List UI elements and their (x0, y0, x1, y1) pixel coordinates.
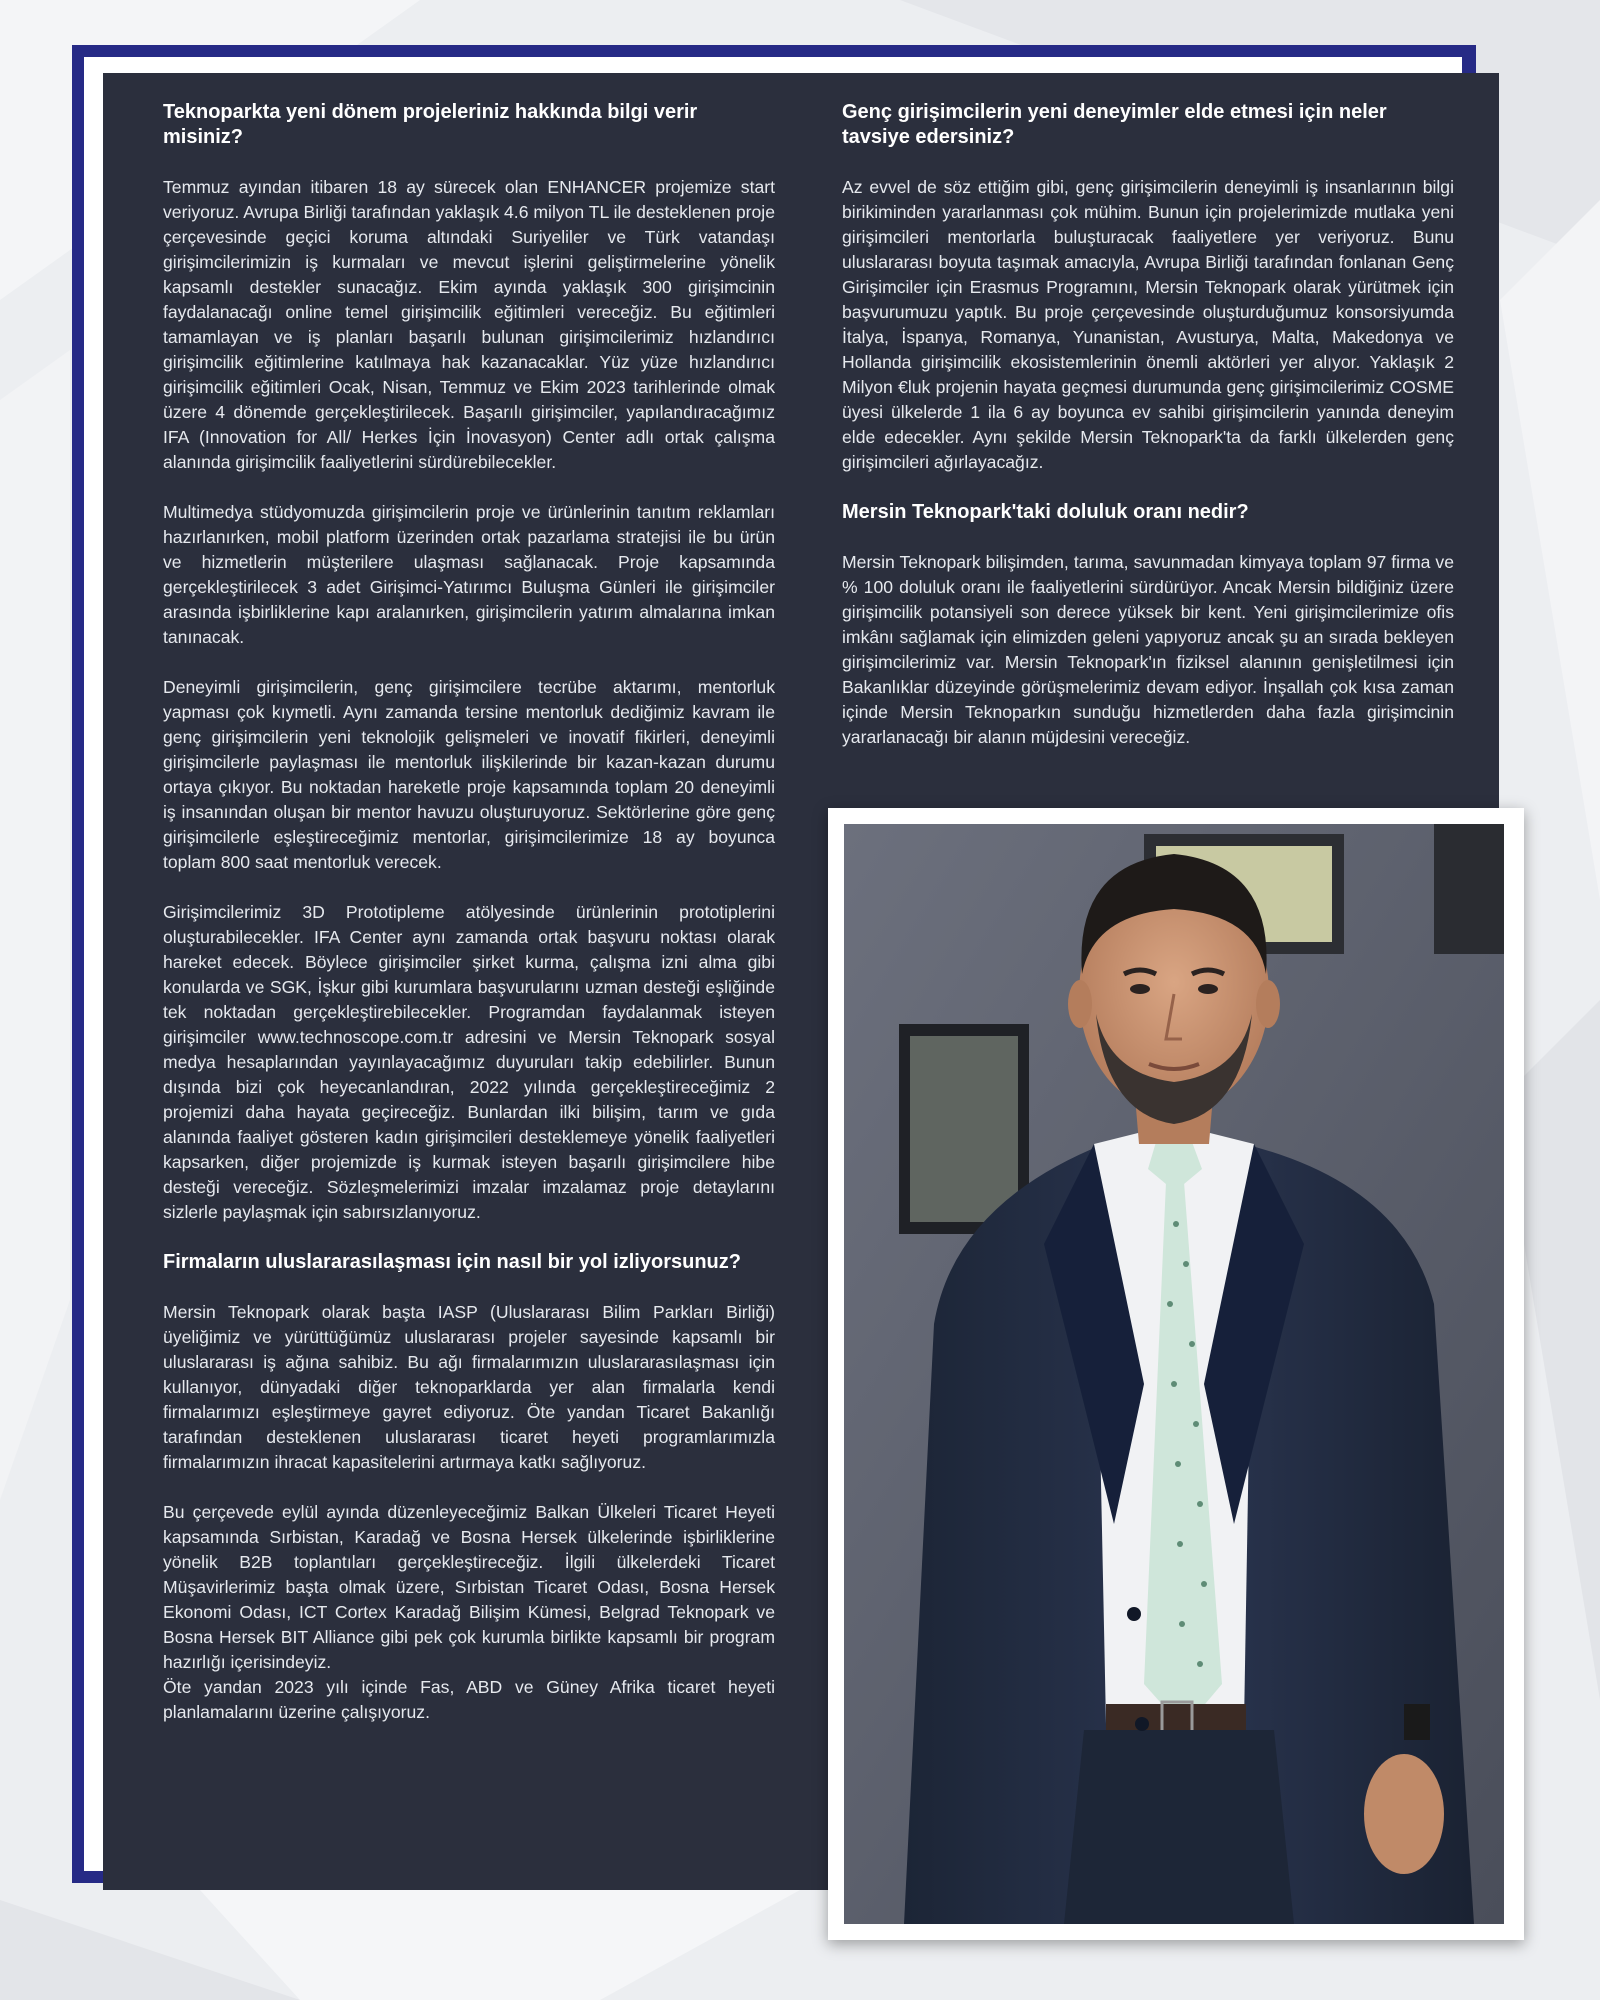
question-heading: Mersin Teknopark'taki doluluk oranı nedir? (842, 501, 1249, 523)
right-column (842, 100, 1454, 775)
answer-paragraph: Deneyimli girişimcilerin, genç girişimcilere tecrübe aktarımı, mentorluk yapması çok kıymetli. Aynı zamanda tersine mentorluk dediğimiz kavram ile genç girişimcilerin yeni teknolojik gelişmeleri ve inovatif fikirleri, deneyimli girişimcilerle paylaşması ile mentorluk ilişkilerinde bir kazan-kazan durumu ortaya çıkıyor. Bu noktadan hareketle proje kapsamında toplam 20 deneyimli iş insanından oluşan bir mentor havuzu oluşturuyoruz. Sektörlerine göre genç girişimcilerle eşleştireceğimiz mentorlar, girişimcilerimize 18 ay boyunca toplam 800 saat mentorluk verecek. (163, 677, 775, 872)
answer-paragraph: Mersin Teknopark olarak başta IASP (Uluslararası Bilim Parkları Birliği) üyeliğimiz ve yürüttüğümüz uluslararası projeler sayesinde kapsamlı bir uluslararası iş ağına sahibiz. Bu ağı firmalarımızın uluslararasılaşması için kullanıyor, dünyadaki diğer teknoparklarda yer alan firmalarla kendi firmalarımızı eşleştirmeye gayret ediyoruz. Öte yandan Ticaret Bakanlığı tarafından desteklenen uluslararası ticaret heyeti programlarımızla firmalarımızın ihracat kapasitelerini artırmaya katkı sağlıyoruz. (163, 1302, 775, 1472)
question-heading: Genç girişimcilerin yeni deneyimler elde etmesi için neler tavsiye edersiniz? (842, 101, 1387, 148)
answer-paragraph: Az evvel de söz ettiğim gibi, genç girişimcilerin deneyimli iş insanlarının bilgi birikiminden yararlanması çok mühim. Bunun için projelerimizde mutlaka yeni girişimcileri mentorlarla buluşturacak faaliyetlere yer veriyoruz. Bunu uluslararası boyuta taşımak amacıyla, Avrupa Birliği tarafından fonlanan Genç Girişimciler için Erasmus Programını, Mersin Teknopark olarak yürütmek için başvurumuzu yaptık. Bu proje çerçevesinde oluşturduğumuz konsorsiyumda İtalya, İspanya, Romanya, Yunanistan, Avusturya, Malta, Makedonya ve Hollanda girişimcilik ekosistemlerinin önemli aktörleri yer alıyor. Yaklaşık 2 Milyon €luk projenin hayata geçmesi durumunda genç girişimcilerimiz COSME üyesi ülkelerde 1 ila 6 ay boyunca ev sahibi girişimcilerin yanında deneyim elde edecekler. Aynı şekilde Mersin Teknopark'ta da farklı ülkelerden genç girişimcileri ağırlayacağız. (842, 177, 1454, 472)
answer-paragraph: Mersin Teknopark bilişimden, tarıma, savunmadan kimyaya toplam 97 firma ve % 100 doluluk oranı ile faaliyetlerini sürdürüyor. Ancak Mersin bildiğiniz üzere girişimcilik potansiyeli son derece yüksek bir kent. Yeni girişimcilerimize ofis imkânı sağlamak için elimizden geleni yapıyoruz ancak şu an sırada bekleyen girişimcilerimiz var. Mersin Teknopark'ın fiziksel alanının genişletilmesi için Bakanlıklar düzeyinde görüşmelerimiz devam ediyor. İnşallah çok kısa zaman içinde Mersin Teknoparkın sunduğu hizmetlerden daha fazla girişimcinin yararlanacağı bir alanın müjdesini vereceğiz. (842, 552, 1454, 747)
left-column (163, 100, 775, 1750)
answer-paragraph: Girişimcilerimiz 3D Prototipleme atölyesinde ürünlerinin prototiplerini oluşturabilecekler. IFA Center aynı zamanda ortak başvuru noktası olarak hareket edecek. Böylece girişimciler şirket kurma, çalışma izni alma gibi konularda ve SGK, İşkur gibi kurumlara başvurularını uzman desteği eşliğinde tek noktadan gerçekleştirebilecekler. Programdan faydalanmak isteyen girişimciler www.technoscope.com.tr adresini ve Mersin Teknopark sosyal medya hesaplarından yayınlayacağımız duyuruları takip edebilirler. Bunun dışında bizi çok heyecanlandıran, 2022 yılında gerçekleştireceğimiz 2 projemizi daha hayata geçireceğiz. Bunlardan ilki bilişim, tarım ve gıda alanında faaliyet gösteren kadın girişimcileri desteklemeye yönelik faaliyetleri kapsarken, diğer projemizde iş kurmak isteyen başarılı girişimcilere hibe desteği vereceğiz. Sözleşmelerimizi imzalar imzalamaz proje detaylarını sizlerle paylaşmak için sabırsızlanıyoruz. (163, 902, 775, 1222)
portrait-photo-frame (828, 808, 1524, 1940)
answer-paragraph: Bu çerçevede eylül ayında düzenleyeceğimiz Balkan Ülkeleri Ticaret Heyeti kapsamında Sırbistan, Karadağ ve Bosna Hersek ülkelerinde işbirliklerine yönelik B2B toplantıları gerçekleştireceğiz. İlgili ülkelerdeki Ticaret Müşavirlerimiz başta olmak üzere, Sırbistan Ticaret Odası, Bosna Hersek Ekonomi Odası, ICT Cortex Karadağ Bilişim Kümesi, Belgrad Teknopark ve Bosna Hersek BIT Alliance gibi pek çok kurumla birlikte kapsamlı bir program hazırlığı içerisindeyiz. (163, 1502, 775, 1672)
answer-paragraph: Öte yandan 2023 yılı içinde Fas, ABD ve Güney Afrika ticaret heyeti planlamalarını üzerine çalışıyoruz. (163, 1677, 775, 1722)
answer-paragraph: Multimedya stüdyomuzda girişimcilerin proje ve ürünlerinin tanıtım reklamları hazırlanırken, mobil platform üzerinden ortak pazarlama stratejisi ile bu ürün ve hizmetlerin müşterilere ulaşması sağlanacak. Proje kapsamında gerçekleştirilecek 3 adet Girişimci-Yatırımcı Buluşma Günleri ile girişimciler arasında işbirliklerine kapı aralanırken, girişimcilerin yatırım almalarına imkan tanınacak. (163, 502, 775, 647)
question-heading: Teknoparkta yeni dönem projeleriniz hakkında bilgi verir misiniz? (163, 101, 698, 148)
portrait-photo (844, 824, 1504, 1924)
answer-paragraph: Temmuz ayından itibaren 18 ay sürecek olan ENHANCER projemize start veriyoruz. Avrupa Birliği tarafından yaklaşık 4.6 milyon TL ile desteklenen proje çerçevesinde geçici koruma altındaki Suriyeliler ve Türk vatandaşı girişimcilerimizin iş kurmaları ve mevcut işlerini geliştirmelerine yönelik kapsamlı destekler sunacağız. Ekim ayında yaklaşık 300 girişimcinin faydalanacağı online temel girişimcilik eğitimleri vereceğiz. Bu eğitimleri tamamlayan ve iş planları başarılı bulunan girişimcilerimiz hızlandırıcı girişimcilik eğitimlerine katılmaya hak kazanacaklar. Yüz yüze hızlandırıcı girişimcilik eğitimleri Ocak, Nisan, Temmuz ve Ekim 2023 tarihlerinde olmak üzere 4 dönemde gerçekleştirilecek. Başarılı girişimciler, yapılandıracağımız IFA (Innovation for All/ Herkes İçin İnovasyon) Center adlı ortak çalışma alanında girişimcilik faaliyetlerini sürdürebilecekler. (163, 177, 775, 472)
portrait-illustration (844, 824, 1504, 1924)
question-heading: Firmaların uluslararasılaşması için nasıl bir yol izliyorsunuz? (163, 1251, 741, 1273)
